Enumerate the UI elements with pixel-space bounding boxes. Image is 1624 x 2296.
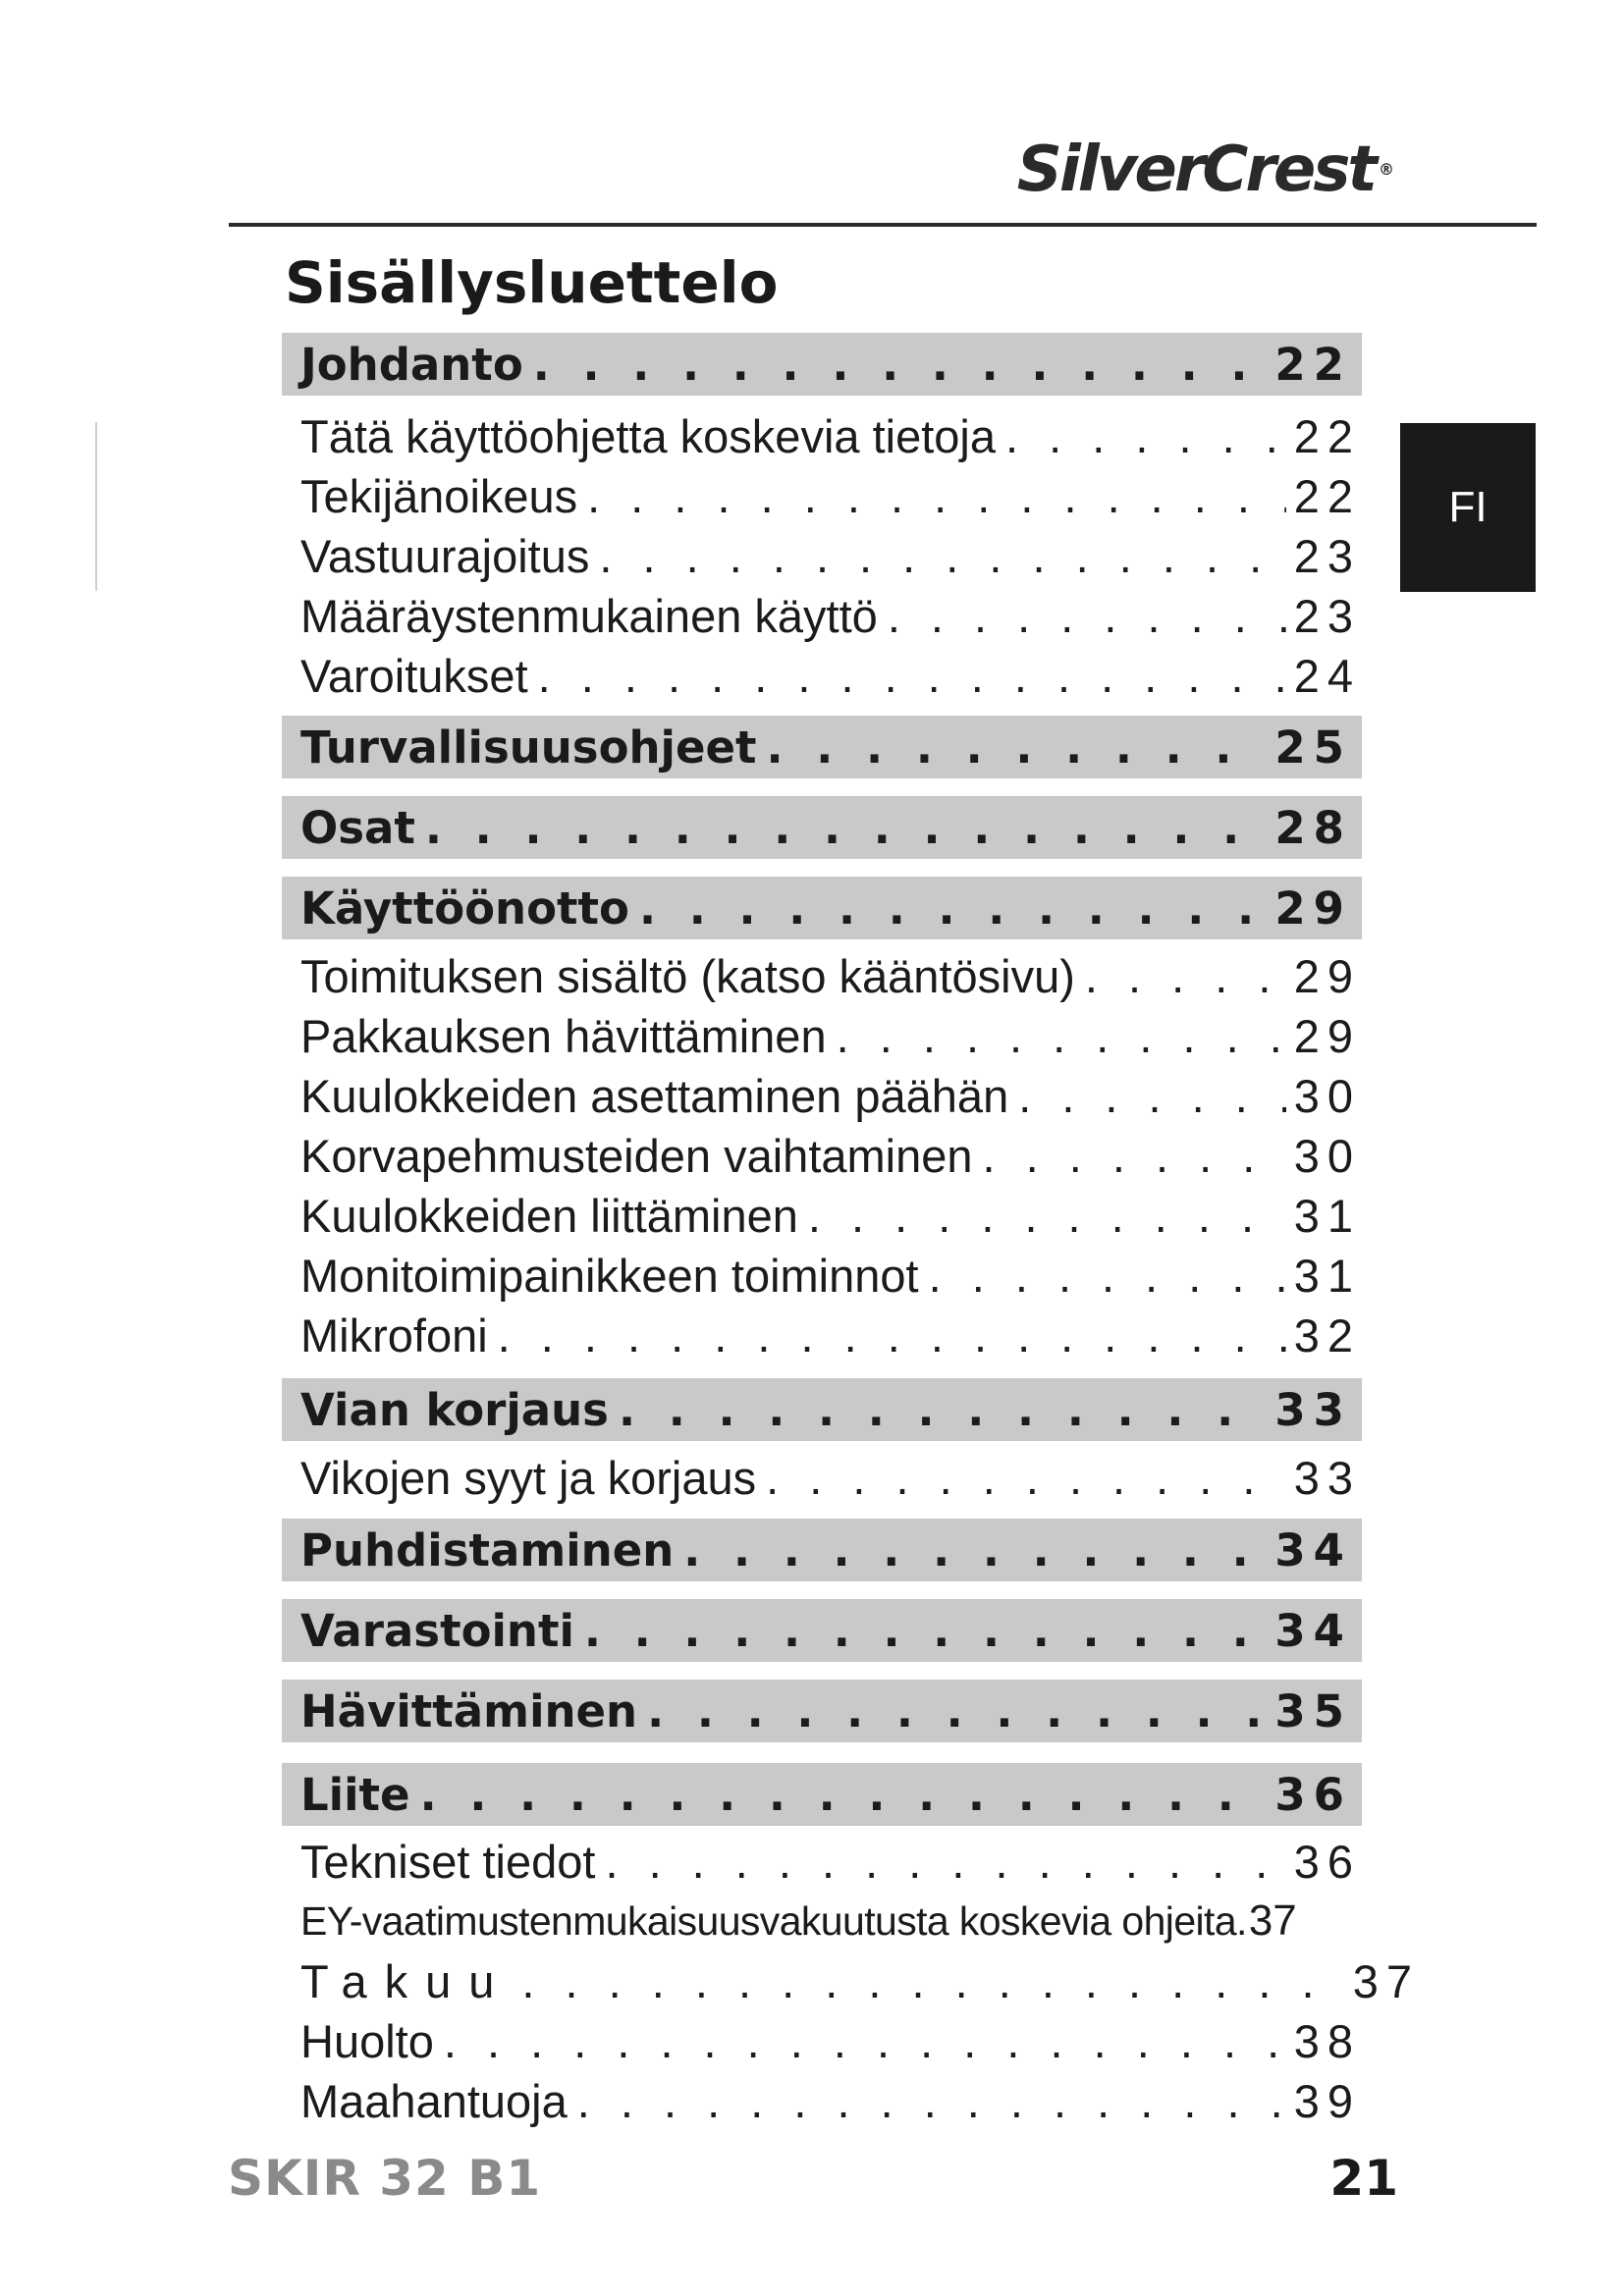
leader-dots xyxy=(577,2074,1286,2128)
toc-entry-korva[interactable] xyxy=(300,1126,1361,1185)
toc-entry-pakkaus[interactable] xyxy=(300,1006,1361,1065)
toc-label: Pakkauksen hävittäminen xyxy=(300,1009,827,1062)
toc-entry-tata[interactable] xyxy=(300,406,1361,465)
toc-page: 32 xyxy=(1293,1308,1361,1362)
toc-label: Puhdistaminen xyxy=(300,1523,675,1576)
toc-label: EY-vaatimustenmukaisuusvakuutusta koskevia ohjeita. xyxy=(300,1897,1247,1944)
toc-page: 23 xyxy=(1293,529,1361,582)
toc-page: 29 xyxy=(1293,1009,1361,1062)
toc-label: Vastuurajoitus xyxy=(300,529,590,582)
leader-dots xyxy=(888,589,1286,643)
leader-dots xyxy=(538,649,1286,703)
toc-entry-vastuu[interactable] xyxy=(300,526,1361,585)
toc-page: 25 xyxy=(1274,721,1352,774)
toc-entry-tekniset[interactable] xyxy=(300,1832,1361,1891)
toc-entry-takuu[interactable] xyxy=(300,1951,1420,2010)
toc-label: Vikojen syyt ja korjaus xyxy=(300,1451,757,1504)
toc-page: 22 xyxy=(1293,469,1361,522)
toc-page: 34 xyxy=(1274,1604,1352,1657)
toc-label: Tekijänoikeus xyxy=(300,469,578,522)
toc-entry-huolto[interactable] xyxy=(300,2011,1361,2070)
leader-dots xyxy=(766,1451,1286,1505)
toc-section-osat[interactable] xyxy=(282,796,1362,859)
leader-dots xyxy=(425,802,1267,854)
leader-dots xyxy=(498,1308,1286,1362)
toc-page: 37 xyxy=(1248,1896,1297,1945)
leader-dots xyxy=(584,1605,1267,1657)
toc-page: 31 xyxy=(1293,1249,1361,1302)
toc-page: 24 xyxy=(1293,649,1361,702)
toc-section-puhdistus[interactable] xyxy=(282,1519,1362,1581)
header-rule xyxy=(229,223,1537,227)
toc-label: Varoitukset xyxy=(300,649,528,702)
leader-dots xyxy=(444,2014,1286,2068)
toc-page: 22 xyxy=(1274,338,1352,391)
toc-section-havittaminen[interactable] xyxy=(282,1680,1362,1742)
toc-label: Tätä käyttöohjetta koskevia tietoja xyxy=(300,409,997,462)
leader-dots xyxy=(533,339,1268,391)
toc-page: 22 xyxy=(1293,409,1361,462)
toc-page: 29 xyxy=(1274,881,1352,934)
toc-label: Kuulokkeiden asettaminen päähän xyxy=(300,1069,1009,1122)
page-title: Sisällysluettelo xyxy=(285,249,779,316)
toc-label: Vian korjaus xyxy=(300,1383,609,1436)
toc-label: Toimituksen sisältö (katso kääntösivu) xyxy=(300,949,1075,1002)
brand-name: SilverCrest xyxy=(1016,133,1375,206)
leader-dots xyxy=(929,1249,1286,1303)
toc-page: 37 xyxy=(1352,1954,1420,2007)
toc-label: Turvallisuusohjeet xyxy=(300,721,757,774)
margin-line xyxy=(95,422,97,591)
toc-section-liite[interactable] xyxy=(282,1763,1362,1826)
brand-logo xyxy=(923,135,1394,204)
leader-dots xyxy=(587,469,1286,523)
toc-section-vian[interactable] xyxy=(282,1378,1362,1441)
toc-page: 36 xyxy=(1274,1768,1352,1821)
toc-label: Käyttöönotto xyxy=(300,881,629,934)
toc-entry-varoitukset[interactable] xyxy=(300,646,1361,705)
toc-entry-liittaminen[interactable] xyxy=(300,1186,1361,1245)
toc-label: Monitoimipainikkeen toiminnot xyxy=(300,1249,919,1302)
toc-label: Kuulokkeiden liittäminen xyxy=(300,1189,798,1242)
registered-mark: ® xyxy=(1379,160,1394,179)
toc-label: Määräystenmukainen käyttö xyxy=(300,589,878,642)
leader-dots xyxy=(599,529,1285,583)
toc-label: Maahantuoja xyxy=(300,2074,568,2127)
toc-entry-maahantuoja[interactable] xyxy=(300,2071,1361,2130)
toc-label: Osat xyxy=(300,801,415,854)
toc-section-varastointi[interactable] xyxy=(282,1599,1362,1662)
leader-dots xyxy=(619,1384,1267,1436)
toc-label: Varastointi xyxy=(300,1604,574,1657)
leader-dots xyxy=(808,1189,1286,1243)
footer-page-number: 21 xyxy=(1329,2150,1398,2207)
leader-dots xyxy=(767,721,1268,774)
toc-page: 38 xyxy=(1293,2014,1361,2067)
toc-page: 29 xyxy=(1293,949,1361,1002)
leader-dots xyxy=(683,1524,1267,1576)
toc-page: 36 xyxy=(1293,1835,1361,1888)
toc-entry-ey[interactable] xyxy=(300,1892,1380,1950)
toc-entry-asettaminen[interactable] xyxy=(300,1066,1361,1125)
toc-label: Mikrofoni xyxy=(300,1308,488,1362)
toc-entry-monitoimi[interactable] xyxy=(300,1246,1361,1305)
toc-label: Hävittäminen xyxy=(300,1684,638,1737)
toc-page: 33 xyxy=(1293,1451,1361,1504)
toc-entry-tekija[interactable] xyxy=(300,466,1361,525)
leader-dots xyxy=(983,1129,1286,1183)
footer-model: SKIR 32 B1 xyxy=(228,2150,542,2207)
toc-page: 23 xyxy=(1293,589,1361,642)
toc-page: 30 xyxy=(1293,1129,1361,1182)
toc-label: Tekniset tiedot xyxy=(300,1835,596,1888)
toc-section-kaytto[interactable] xyxy=(282,877,1362,939)
toc-label: Johdanto xyxy=(300,338,523,391)
leader-dots xyxy=(420,1769,1268,1821)
toc-page: 39 xyxy=(1293,2074,1361,2127)
leader-dots xyxy=(605,1835,1285,1889)
toc-page: 31 xyxy=(1293,1189,1361,1242)
toc-page: 34 xyxy=(1274,1523,1352,1576)
language-code: FI xyxy=(1448,483,1488,531)
toc-entry-mikrofoni[interactable] xyxy=(300,1306,1361,1364)
toc-label: Korvapehmusteiden vaihtaminen xyxy=(300,1129,973,1182)
toc-label: Huolto xyxy=(300,2014,434,2067)
toc-entry-maarays[interactable] xyxy=(300,586,1361,645)
leader-dots xyxy=(1085,949,1286,1003)
leader-dots xyxy=(639,882,1267,934)
toc-section-johdanto[interactable] xyxy=(282,333,1362,396)
leader-dots xyxy=(1018,1069,1286,1123)
leader-dots xyxy=(1005,409,1286,463)
toc-page: 35 xyxy=(1274,1684,1352,1737)
toc-page: 28 xyxy=(1274,801,1352,854)
language-tab xyxy=(1400,423,1536,592)
leader-dots xyxy=(837,1009,1286,1063)
toc-entry-toimitus[interactable] xyxy=(300,946,1361,1005)
leader-dots xyxy=(521,1954,1344,2008)
toc-entry-vikojen[interactable] xyxy=(300,1448,1361,1507)
toc-section-turva[interactable] xyxy=(282,716,1362,778)
toc-label: Takuu xyxy=(300,1954,513,2007)
toc-page: 30 xyxy=(1293,1069,1361,1122)
leader-dots xyxy=(647,1685,1267,1737)
toc-label: Liite xyxy=(300,1768,410,1821)
toc-page: 33 xyxy=(1274,1383,1352,1436)
